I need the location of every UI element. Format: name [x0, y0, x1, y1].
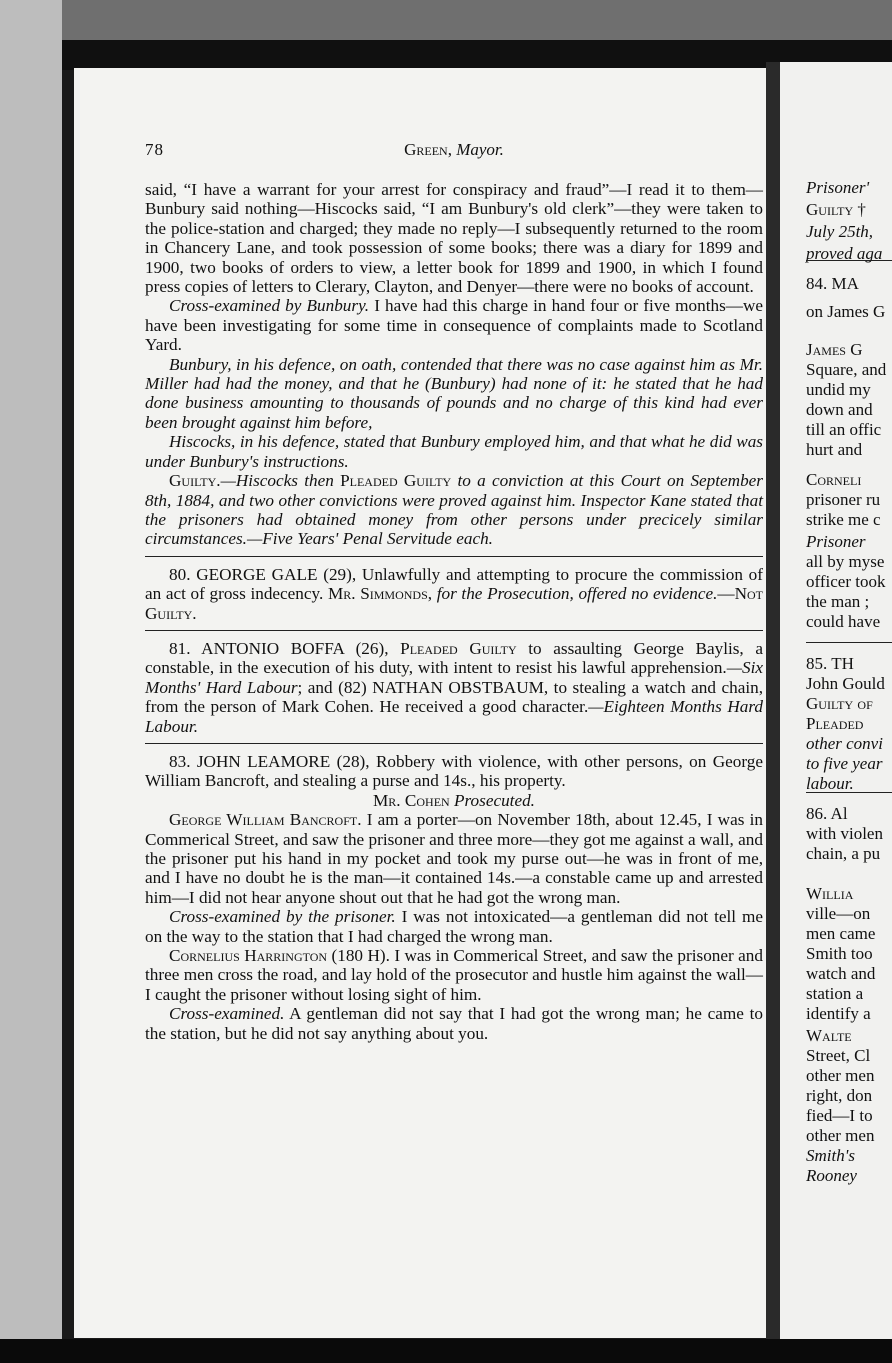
case-81-head: 81. ANTONIO BOFFA — [169, 638, 344, 658]
right-column-line: other men — [806, 1066, 875, 1085]
right-column-line: fied—I to — [806, 1106, 873, 1125]
right-column-line: Square, and — [806, 360, 887, 379]
right-column-line: July 25th, — [806, 222, 874, 241]
case-81-pleaded: Pleaded Guilty — [400, 638, 517, 658]
case-83-text: (28), Robbery with violence, with other persons, on George William Bancroft, and stealing a purse and 14s., his property. — [145, 751, 763, 791]
scan-bottom-margin — [0, 1339, 892, 1363]
witness-harrington-badge: (180 H). — [327, 946, 390, 966]
right-column-line: 85. TH — [806, 654, 854, 673]
paragraph-verdict — [145, 471, 763, 549]
right-column-line: with violen — [806, 824, 883, 843]
right-column-line: Rooney — [806, 1166, 857, 1185]
scan-top-margin — [0, 0, 892, 70]
right-column-line: station a — [806, 984, 864, 1003]
running-head-office: Mayor. — [456, 140, 504, 159]
right-column-line: chain, a pu — [806, 844, 881, 863]
right-column-line: Guilty of — [806, 694, 873, 713]
verdict-guilty: Guilty. — [169, 471, 221, 491]
divider-rule — [145, 630, 763, 631]
right-column-line: identify a — [806, 1004, 871, 1023]
witness-harrington-name: Cornelius Harrington — [169, 946, 328, 966]
right-column-line: men came — [806, 924, 876, 943]
right-column-line: Prisoner — [806, 532, 866, 551]
paragraph-testimony: said, “I have a warrant for your arrest for conspiracy and fraud”—I read it to them—Bunbury said nothing—Hiscocks said, “I am Bunbury's old clerk”—they were taken to the police-station and charged; they made no reply—I subsequently returned to the room in Chancery Lane, and took possession of some books; there was a diary for 1899 and 1900, two books of orders to view, a letter book for 1899 and 1900, in which I found press copies of letters to Clerary, Clayton, and Denyer—there were no books of account. — [145, 180, 763, 297]
case-83-head: 83. JOHN LEAMORE — [169, 751, 331, 771]
main-column — [145, 140, 763, 1043]
page-header — [145, 140, 763, 180]
right-column-line: Pleaded — [806, 714, 864, 733]
paragraph-defence-hiscocks — [145, 432, 763, 471]
verdict-text-a: —Hiscocks then — [220, 471, 341, 491]
cross-exam-bancroft-text: I was not intoxicated—a gentleman did not tell me on the way to the station that I had charged the wrong man. — [145, 907, 763, 946]
witness-harrington — [145, 946, 763, 1004]
witness-bancroft-text: I am a porter—on November 18th, about 12.45, I was in Commerical Street, and saw the prisoner and three more—they got me against a wall, and the prisoner put his hand in my pocket and took my purse out—he was in front of me, and I have no doubt he is the man—it contained 14s.—a constable came up and arrested him—I did not hear anyone shout out that he had got the wrong man. — [145, 810, 763, 907]
right-column-line: Smith's — [806, 1146, 855, 1165]
scan-left-margin — [0, 0, 62, 1363]
right-column-line: watch and — [806, 964, 876, 983]
right-column-line: Corneli — [806, 470, 862, 489]
divider-rule — [145, 743, 763, 744]
right-column-line: all by myse — [806, 552, 885, 571]
right-column-line: the man ; — [806, 592, 870, 611]
right-column-line: proved aga — [806, 244, 883, 263]
right-column-rule — [806, 792, 892, 793]
witness-bancroft — [145, 810, 763, 907]
right-column-line: Smith too — [806, 944, 873, 963]
right-column-line: John Gould — [806, 674, 885, 693]
case-80-verdict: —Not Guilty. — [145, 584, 763, 623]
right-column-line: could have — [806, 612, 881, 631]
right-column-line: hurt and — [806, 440, 863, 459]
witness-harrington-text: I was in Commerical Street, and saw the prisoner and three men cross the road, and lay hold of the prosecutor and hustle him against the wall—I caught the prisoner without losing sight of him. — [145, 946, 763, 1004]
page-number: 78 — [145, 140, 164, 159]
case-81 — [145, 639, 763, 736]
case-81-sentence-2: —Eighteen Months Hard Labour. — [145, 697, 763, 736]
case-81-sentence-1: —Six Months' Hard Labour — [145, 658, 763, 697]
case-80-for-prosecution: for the Prosecution, offered no evidence. — [432, 584, 718, 604]
right-column-line: other men — [806, 1126, 875, 1145]
right-column-line: undid my — [806, 380, 871, 399]
running-head — [145, 140, 763, 160]
right-column-rule — [806, 260, 892, 261]
case-83 — [145, 752, 763, 791]
case-83-prosecution — [145, 791, 763, 810]
right-column-line: James G — [806, 340, 863, 359]
divider-rule — [145, 556, 763, 557]
right-column-line: Prisoner' — [806, 178, 870, 197]
right-column-line: Guilty † — [806, 200, 866, 219]
cross-exam-harrington-text: A gentleman did not say that I had got the wrong man; he came to the station, but he did not say anything about you. — [145, 1004, 763, 1043]
case-81-age: (26), — [343, 638, 401, 658]
right-column-line: right, don — [806, 1086, 873, 1105]
case-80 — [145, 565, 763, 623]
right-page-column — [804, 62, 892, 1347]
right-column-line: Street, Cl — [806, 1046, 871, 1065]
defence-bunbury-text: Bunbury, in his defence, on oath, contended that there was no case against him as Mr. Miller had had the money, and that he (Bunbury) had none of it: he stated that he had done business amounting to thousands of pounds and no charge of this kind had ever been brought against him before, — [145, 354, 763, 432]
cross-exam-bancroft-label: Cross-examined by the prisoner. — [169, 907, 396, 927]
verdict-text-b: to a conviction at this Court on September 8th, 1884, and two other convictions were proved against him. Inspector Kane stated that the prisoners had obtained money from other persons under precicely similar circumstances.—Five Years' Penal Servitude each. — [145, 471, 763, 549]
paragraph-cross-examination — [145, 296, 763, 354]
right-column-line: Willia — [806, 884, 854, 903]
right-column-line: other convi — [806, 734, 883, 753]
right-column-line: labour. — [806, 774, 854, 793]
witness-bancroft-name: George William Bancroft. — [169, 810, 362, 830]
right-column-line: on James G — [806, 302, 886, 321]
case-80-head: 80. GEORGE GALE — [169, 564, 318, 584]
cross-exam-label: Cross-examined by Bunbury. — [169, 296, 370, 316]
cross-exam-harrington-label: Cross-examined. — [169, 1004, 285, 1024]
case-83-prosecuted: Prosecuted. — [449, 790, 535, 810]
case-80-counsel: Mr. Simmonds, — [327, 584, 433, 604]
right-column-line: strike me c — [806, 510, 881, 529]
right-column-line: ville—on — [806, 904, 871, 923]
defence-hiscocks-text: Hiscocks, in his defence, stated that Bunbury employed him, and that what he did was under Bunbury's instructions. — [145, 432, 763, 471]
cross-exam-harrington — [145, 1004, 763, 1043]
verdict-pleaded: Pleaded Guilty — [340, 471, 452, 491]
paragraph-defence-bunbury — [145, 355, 763, 433]
right-column-line: to five year — [806, 754, 883, 773]
cross-exam-text: I have had this charge in hand four or five months—we have been investigating for some time in consequence of complaints made to Scotland Yard. — [145, 296, 763, 355]
case-81-text-2: ; and (82) NATHAN OBSTBAUM, to stealing a watch and chain, from the person of Mark Cohen. He received a good character. — [145, 677, 763, 717]
case-83-prosecutor: Mr. Cohen — [373, 790, 450, 810]
right-column-rule — [806, 642, 892, 643]
case-80-text: (29), Unlawfully and attempting to procure the commission of an act of gross indecency. — [145, 564, 763, 604]
right-column-line: officer took — [806, 572, 886, 591]
right-column-line: Walte — [806, 1026, 852, 1045]
right-column-line: till an offic — [806, 420, 882, 439]
right-column-line: prisoner ru — [806, 490, 881, 509]
right-column-line: 86. Al — [806, 804, 848, 823]
right-column-line: 84. MA — [806, 274, 859, 293]
running-head-name: Green, — [404, 140, 452, 159]
case-81-text-1: to assaulting George Baylis, a constable, in the execution of his duty, with intent to resist his lawful apprehension. — [145, 638, 763, 678]
cross-exam-bancroft — [145, 907, 763, 946]
right-column-line: down and — [806, 400, 873, 419]
